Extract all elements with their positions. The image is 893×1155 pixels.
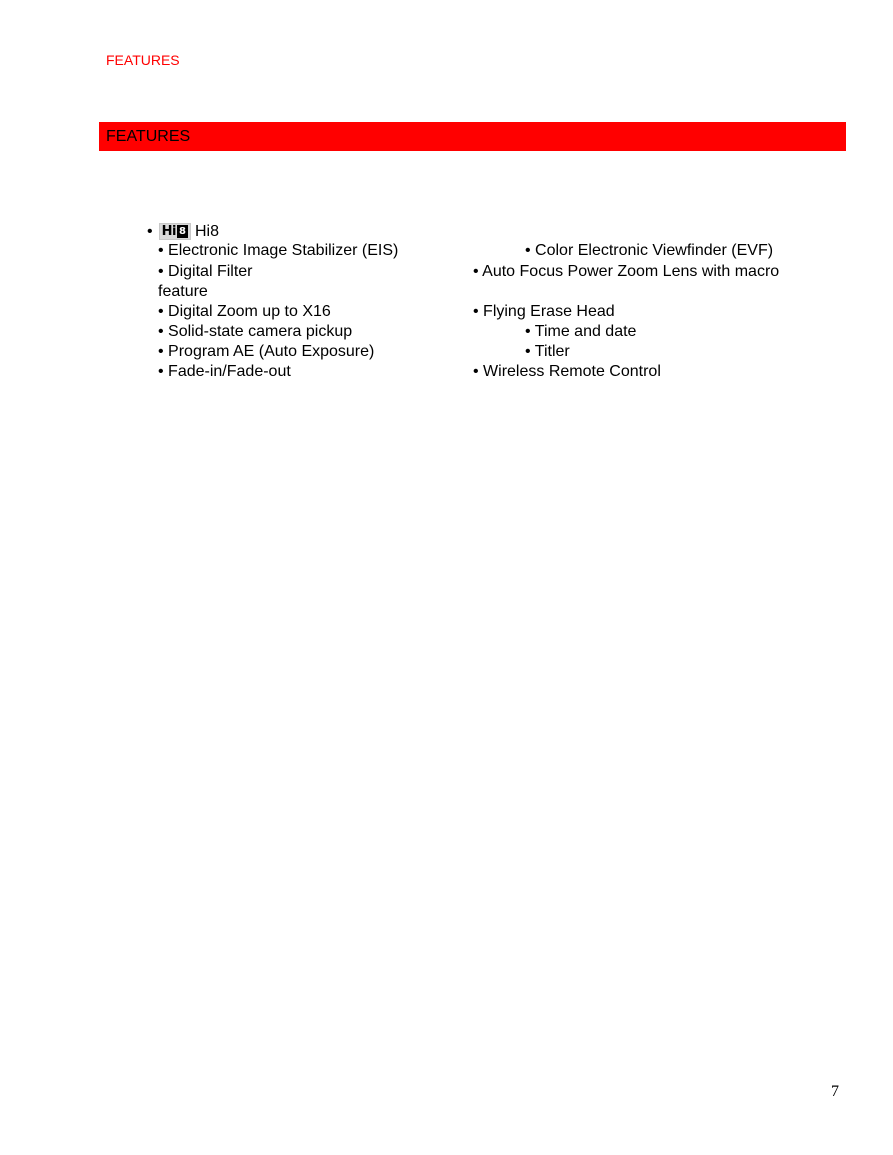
feature-time-date: • Time and date: [525, 323, 637, 340]
hi8-logo-hi: Hi: [161, 223, 176, 239]
feature-evf: • Color Electronic Viewfinder (EVF): [525, 242, 774, 259]
feature-wireless-remote: • Wireless Remote Control: [473, 363, 661, 380]
feature-hi8-label: Hi8: [194, 223, 219, 240]
section-title: FEATURES: [106, 128, 191, 145]
hi8-logo-8: 8: [177, 225, 188, 238]
feature-fade: • Fade-in/Fade-out: [158, 363, 291, 380]
feature-auto-focus-zoom: • Auto Focus Power Zoom Lens with macro: [473, 263, 780, 280]
page-number: 7: [831, 1083, 839, 1100]
feature-digital-filter-continued: feature: [158, 283, 208, 300]
feature-hi8: [147, 218, 219, 242]
hi8-logo-icon: [159, 223, 191, 240]
feature-eis: • Electronic Image Stabilizer (EIS): [158, 242, 399, 259]
feature-titler: • Titler: [525, 343, 570, 360]
feature-digital-zoom: • Digital Zoom up to X16: [158, 303, 331, 320]
feature-flying-erase-head: • Flying Erase Head: [473, 303, 615, 320]
feature-digital-filter: • Digital Filter: [158, 263, 253, 280]
bullet: •: [147, 223, 153, 240]
running-header: FEATURES: [106, 52, 180, 68]
feature-solid-state-pickup: • Solid-state camera pickup: [158, 323, 353, 340]
section-banner: [99, 122, 846, 151]
feature-program-ae: • Program AE (Auto Exposure): [158, 343, 375, 360]
